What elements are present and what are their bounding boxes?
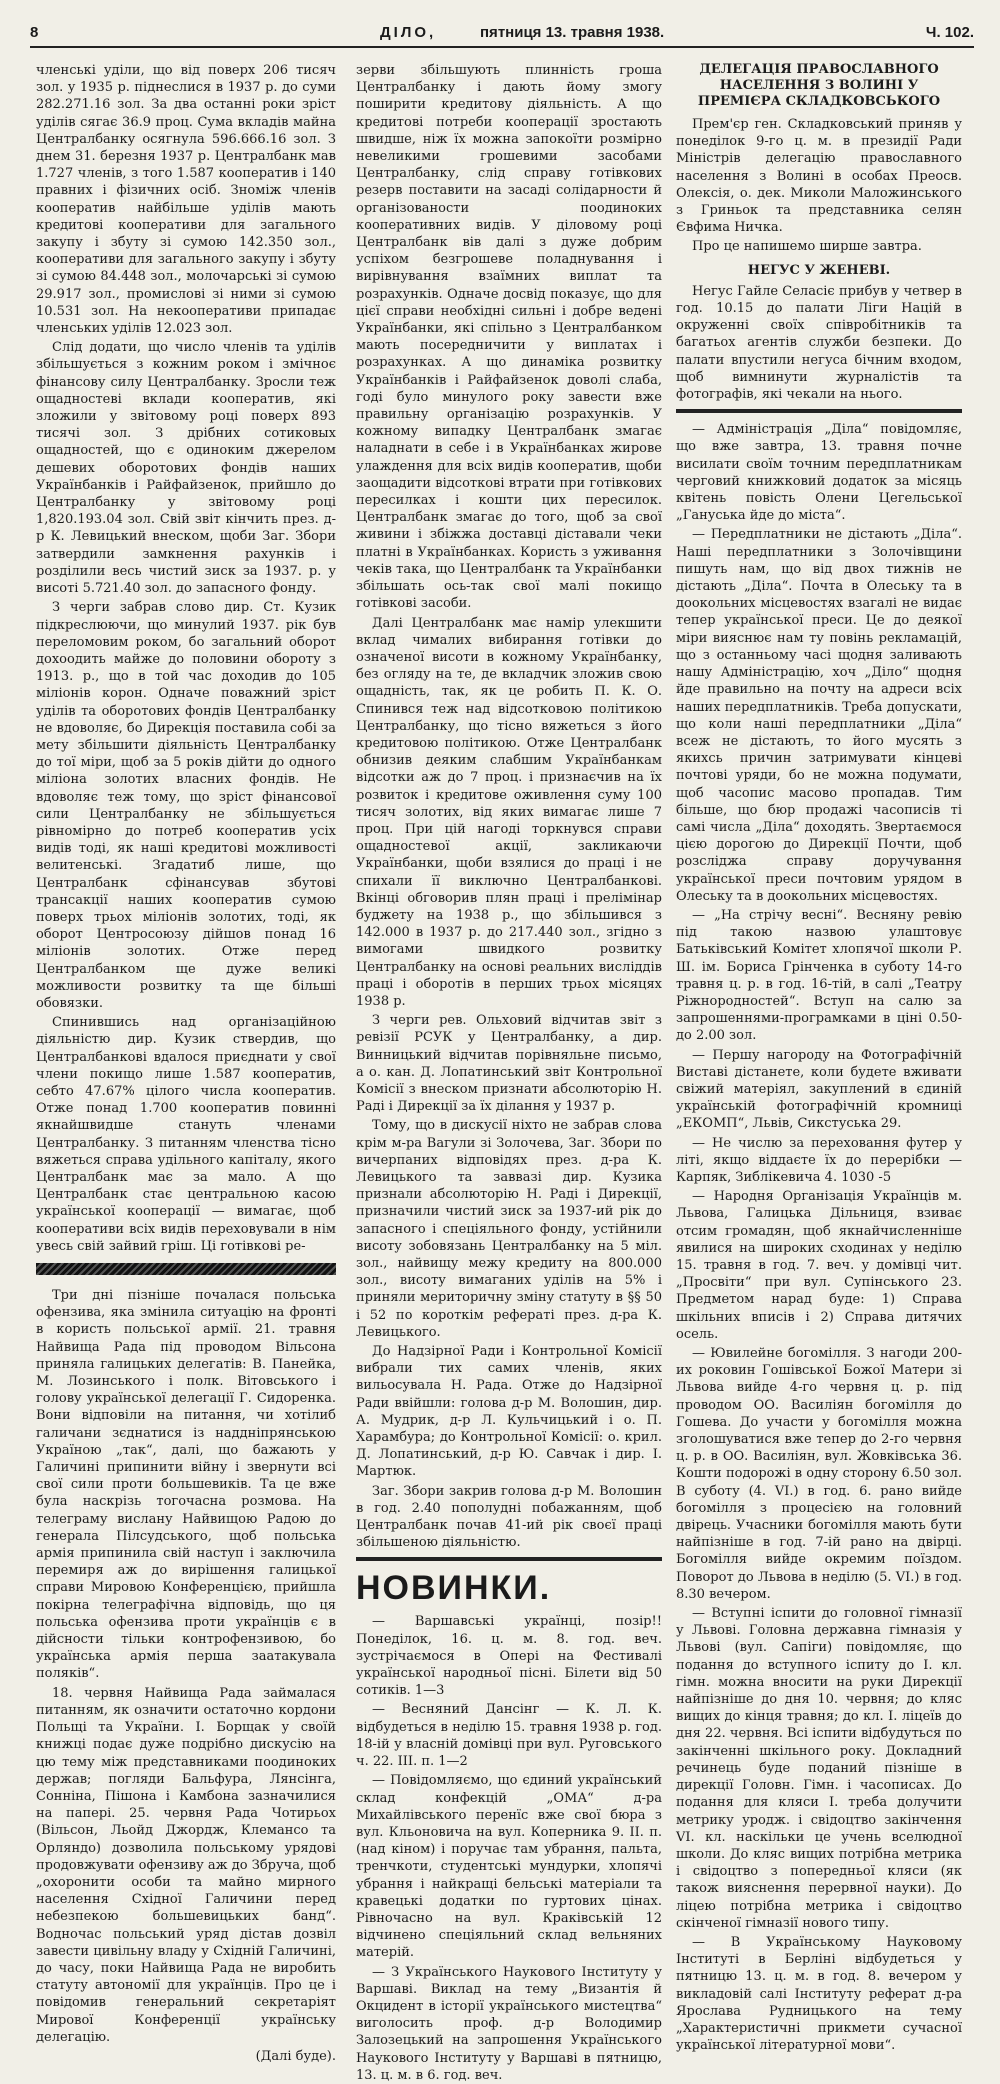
paragraph: Заг. Збори закрив голова д-р М. Волошин в год. 2.40 пополудні побажанням, щоб Централбанк почав 41-ий рік своєї праці збільшеною діяльністю.: [356, 1483, 662, 1551]
paragraph: Спинившись над організаційною діяльністю дир. Кузик ствердив, що Централбанкові вдалося приєднати у свої члени покищо лише 1.587 кооператив, себто 47.67% цілого числа кооператив. Отже понад 1.700 кооператив повинні якнайшвидше стануть членами Централбанку. З питанням членства тісно вяжеться справа удільного капіталу, якого Централбанк має за мало. А що Централбанк стає центральною касою української кооперації — вимагає, щоб кооперативи всіх видів переховували в нім увесь свій зайвий гріш. Ці готівкові ре-: [36, 1015, 336, 1254]
news-item: — Передплатники не дістають „Діла“. Наші передплатники з Золочівщини пишуть нам, що від двох тижнів не дістають „Діла“. Почта в Олеську та в доокольних місцевостях взагалі не видає тепер української преси. Це до деякої міри вияснює нам ту повінь рекламацій, що з останньому часі щодня заливають нашу Адміністрацію, хоч „Діло“ щодня йде правильно на почту на адреси всіх наших передплатників. Треба допускати, що коли наші передплатники „Діла“ всеж не дістають, то його мусять з якихсь причин затримувати кінцеві почтові уряди, бо не можна подумати, щоб часопис масово пропадав. Тим більше, що бюр продажі часописів ті самі числа „Діла“ доходять. Звертаємося цією дорогою до Дирекції Почти, щоб розсліджа справу доручування української преси почтовим урядом в Олеську та в доокольних місцевостях.: [676, 527, 962, 904]
continued-note: (Далі буде).: [255, 2048, 336, 2064]
paragraph: 18. червня Найвища Рада займалася питанням, як означити остаточно кордони Польщі та України. І. Борщак у своїй книжці подає дуже подрібно дискусію на цю тему між представниками поодиноких держав; погляди Бальфура, Лянсінга, Сонніна, Пішона і Камбона зазначилися на папері. 25. червня Рада Чотирьох (Вільсон, Льойд Джордж, Клемансо та Орляндо) дозволила польському урядові продовжувати офензиву аж до Збруча, щоб „охоронити особи та майно мирного населення Східної Галичини перед небезпекою большевицьких банд“. Водночас польський уряд дістав дозвіл завести цивільну владу у Східній Галичині, до часу, поки Найвища Рада не виробить статуту автономії для українців. Про це і повідомив генеральний секретаріят Мирової Конференції українську делегацію.: [36, 1685, 336, 2045]
section-divider: [356, 1557, 662, 1561]
column-3: [676, 62, 962, 2054]
column-2: [356, 62, 662, 2083]
paragraph: Тому, що в дискусії ніхто не забрав слова крім м-ра Вагули зі Золочева, Заг. Збори по вичерпаних відповідях през. д-ра К. Левицького та заввазі дир. Кузика признали абсолюторію Н. Раді і Дирекції, призначили чистий зиск за 1937-ий рік до запасного і спеціяльного фонду, устійнили висоту зобовязань Централбанку на 5 міл. зол., найвищу межу кредиту на 800.000 зол., висоту вимаганих уділів на 5% і приняли мериторичну зміну статуту в §§ 50 і 52 по короткім рефераті през. д-ра К. Левицького.: [356, 1118, 662, 1340]
section-divider: [676, 409, 962, 413]
column-1: [36, 62, 336, 2064]
paragraph: Негус Гайле Селасіє прибув у четвер в год. 10.15 до палати Ліги Націй в окруженні своїх співробітників та багатьох агентів служби безпеки. До палати впустили негуса бічним входом, щоб вимнинути журналістів та фотографів, які чекали на нього.: [676, 283, 962, 403]
paragraph: Про це напишемо ширше завтра.: [692, 239, 922, 255]
paragraph: До Надзірної Ради і Контрольної Комісії вибрали тих самих членів, яких вильосувала Н. Рада. Отже до Надзірної Ради ввійшли: голова д-р М. Волошин, дир. А. Мудрик, д-р Л. Кульчицький і о. П. Харамбура; до Контрольної Комісії: о. крил. Д. Лопатинський, д-р Ю. Савчак і дир. І. Мартюк.: [356, 1344, 662, 1480]
page-header: [30, 22, 974, 48]
page-number: 8: [30, 24, 39, 41]
news-item: — Народня Організація Українців м. Львова, Галицька Дільниця, взиває отсим громадян, щоб якнайчисленніше явилися на широких сходинах у неділю 15. травня в год. 7. веч. у домівці чит. „Просвіти“ при вул. Супінського 23. Предметом нарад буде: 1) Справа шкільних вписів і 2) Справа дитячих осель.: [676, 1189, 962, 1342]
paragraph: Прем'єр ген. Складковський приняв у понеділок 9-го ц. м. в президії Ради Міністрів делегацію православного населення з Волині в особах Преосв. Олексія, о. дек. Миколи Маложинського з Гриньок та представника селян Євфима Ничка.: [676, 117, 962, 236]
paragraph: Слід додати, що число членів та уділів збільшується з кожним роком і змічноє фінансову силу Централбанку. Зросли теж ощадностеві вклади кооператив, які зложили у звітовому році поверх 893 тисячі зол. З дрібних сотиковых ощадностей, що є одиноким джерелом дешевих оборотових фондів наших Українбанків і Райфайзенок, прийшло до Централбанку у звітовому році 1,820.193.04 зол. Свій звіт кінчить през. д-р К. Левицький внеском, щоби Заг. Збори затвердили замкнення рахунків і розділили весь чистий зиск за 1937. р. у висоті 5.721.40 зол. до запасного фонду.: [36, 340, 336, 597]
news-item: — Адміністрація „Діла“ повідомляє, що вже завтра, 13. травня почне висилати своїм точним передплатникам черговий книжковий додаток за місяць квітень повість Олени Цегельської „Гануська йде до міста“.: [676, 422, 962, 524]
news-item: — Варшавські українці, позір!! Понеділок, 16. ц. м. 8. год. веч. зустрічаємося в Опері на Фестивалі української народньої пісні. Білети від 50 сотиків. 1—3: [356, 1614, 662, 1699]
newspaper-name: ДІЛО,: [380, 24, 437, 41]
news-item: — Ювилейне богомілля. З нагоди 200-их роковин Гошівської Божої Матери зі Львова вийде 4-го червня ц. р. під проводом ОО. Василіян богомілля до Гошева. До участи у богомілля можна зголошуватися вже тепер до 2-го червня ц. р. в ОО. Василіян, вул. Жовківська 36. Кошти подорожі в одну сторону 6.50 зол. В суботу (4. VI.) в год. 6. рано вийде богомілля з процесією на головний двірець. Учасники богомілля мають бути найпізніше в год. 7-ій рано на двірці. Богомілля вийде окремим поїздом. Поворот до Львова в неділю (5. VI.) в год. 8.30 вечером.: [676, 1346, 962, 1602]
news-item: — З Українського Наукового Інституту у Варшаві. Виклад на тему „Византія й Окцидент в історії українського мистецтва“ виголосить проф. д-р Володимир Залозецький на запрошення Українського Наукового Інституту у Варшаві в пятницю, 13. ц. м. в 6. год. веч.: [356, 1964, 662, 2083]
paragraph: зерви збільшують плинність гроша Централбанку і дають йому змогу поширити кредитову діяльність. А що кредитові потреби кооперації зростають швидше, ніж їх можна запокоїти розмірно невеликими грошевими засобами Централбанку, слід справу готівкових резерв поставити на засаді солідарности й організованости поодиноких кооперативних видів. У діловому році Централбанк вів далі з дуже добрим успіхом безгрошеве поладнування і вирівнування взаїмних виплат та розрахунків. Одначе досвід показує, що для цієї справи необхідні сильні і добре ведені Українбанки, які спільно з Централбанком мають посередничити у виплатах і розрахунках. А що динаміка розвитку Українбанків і Райфайзенок доволі слаба, годі було минулого року завести вже правильну організацію розрахунків. У кожному випадку Централбанк змагає наладнати в себе і в Українбанках жирове улаждення для всіх видів кооператив, щоби заощадити відсоткові втрати при готівкових пересилках і кошти цих пересилок. Централбанк змагає до того, щоб за свої живини і збіжжа доставці діставали чеки платні в Українбанках. Користь з уживання чеків така, що Централбанк та Українбанки збільшать ось-так свої малі покищо готівкові засоби.: [356, 63, 662, 612]
paragraph: З черги рев. Ольховий відчитав звіт з ревізії РСУК у Централбанку, а дир. Винницький відчитав порівняльне письмо, а о. кан. Д. Лопатинський звіт Контрольної Комісії з внеском признати абсолюторію Н. Раді і Дирекції за їх ділання у 1937 р.: [356, 1013, 662, 1115]
news-item: — Не числю за переховання футер у літі, якщо віддаєте їх до перерібки — Карпяк, Зиблікевича 4. 1030 -5: [676, 1135, 962, 1185]
news-item: — „На стрічу весні“. Весняну ревію під такою назвою улаштовує Батьківський Комітет хлопячої школи Р. Ш. ім. Бориса Грінченка в суботу 14-го травня ц. р. в год. 16-тій, в салі „Театру Ріжнородностей“. Вступ на салю за запрошеннями-програмками в ціні 0.50- до 2.00 зол.: [676, 907, 962, 1044]
issue-date: пятниця 13. травня 1938.: [480, 24, 665, 41]
news-item: — Вступні іспити до головної гімназії у Львові. Головна державна гімназія у Львові (вул. Сапіги) повідомляє, що подання до вступного іспиту до І. кл. гімн. можна вносити на руки Дирекції найпізніше до дня 10. червня; до кляс вищих до кінця травня; до кл. І. ліцеїв до дня 22. червня. Всі іспити відбудуться по закінченні шкільного року. Докладний речинець буде поданий пізніше в дирекції Головн. Гімн. і часописах. До подання для кляси І. треба долучити метрику уродж. і свідоцтво закінчення VI. кл. наскільки це учень вселюдної школи. До кляс вищих потрібна метрика і свідоцтво з попередньої кляси (як також вияснення перервної науки). До ліцею потрібна метрика і свідоцтво скінченої гімназії нового типу.: [676, 1606, 962, 1931]
article-headline: ДЕЛЕГАЦІЯ ПРАВОСЛАВНОГО НАСЕЛЕННЯ З ВОЛИНІ У ПРЕМІЄРА СКЛАДКОВСЬКОГО: [697, 62, 941, 109]
paragraph: З черги забрав слово дир. Ст. Кузик підкреслюючи, що минулий 1937. рік був переломовим роком, бо загальний оборот дохоодить майже до половини обороту з 1913. р., що в той час доходив до 105 міліонів корон. Одначе поважний зріст уділів та оборотових фондів Централбанку не вдоволяє, бо Дирекція поставила собі за мету збільшити діяльність Централбанку до тої міри, щоб за 5 років дійти до одного міліона золотих власних фондів. Не вдоволяє теж тому, що зріст фінансової сили Централбанку не збільшується рівномірно до потреб кооператив усіх видів тоді, як наші кредитові можливості велитенські. Згадатиб лише, що Централбанк сфінансував збутові трансакції наших кооператив сумою поверх трьох міліонів золотих, тоді, як оборот Центросоюзу дійшов понад 16 міліонів золотих. Отже перед Централбанком ще дуже великі можливости розвитку та ще більші обовязки.: [36, 600, 336, 1011]
article-headline: НЕГУС У ЖЕНЕВІ.: [747, 262, 891, 278]
news-item: — Весняний Дансінг — К. Л. К. відбудеться в неділю 15. травня 1938 р. год. 18-ій у власній домівці при вул. Руговського ч. 22. ІІІ. п. 1—2: [356, 1702, 662, 1770]
news-item: — Першу нагороду на Фотографічній Виставі дістанете, коли будете вживати свіжий матеріял, закуплений в єдиній українській фотографічній кромниці „ЕКОМП“, Львів, Сикстуська 29.: [676, 1047, 962, 1132]
news-section-title: НОВИНКИ.: [356, 1569, 552, 1608]
paragraph: Далі Централбанк має намір улекшити вклад чималих вибирання готівки до означеної висоти в кожному Українбанку, без огляду на те, де вкладчик зложив свою ощадність, так, як це робить П. К. О. Спинився теж над відсотковою політикою Централбанку, що тісно вяжеться з його кредитовою політикою. Отже Централбанк обнизив деяким слабшим Українбанкам відсотки аж до 7 проц. і признаєчив на їх розвиток і кредитове оживлення суму 100 тисяч золотих, від яких вимагає лише 7 проц. При цій нагоді торкнувся справи ощадностевої акції, закликаючи Українбанки, щоби взялися до праці і не спихали її виключно Централбанкові. Вкінці обговорив плян праці і прелімінар буджету на 1938 р., що збільшився з 142.000 в 1937 р. до 217.440 зол., згідно з вимогами швидкого розвитку Централбанку на основі реальних висліддів праці і оборотів в перших трьох місяцях 1938 р.: [356, 615, 662, 1009]
paragraph: Три дні пізніше почалася польська офензива, яка змінила ситуацію на фронті в користь польської армії. 21. травня Найвища Рада під проводом Вільсона приняла галицьких делегатів: В. Панейка, М. Лозинського і полк. Вітовського і голову української делегації Г. Сидоренка. Вони відповіли на питання, чи хотілиб галичани зєднатися із наддніпрянською Україною „так“, далі, що бажають у Галичині припинити війну і звернути всі свої сили проти большевиків. Та це вже була наскрізь тогочасна розмова. На телеграму вислану Найвищою Радою до генерала Пілсудського, щоб польська армія припинила свій наступ і заключила перемиря аж до вирішення галицької справи Мировою Конференцією, прийшла покірна телеграфічна відповідь, що ця польська офензива проти українців є в дійсности тільки контрофензивою, бо українська армія перша заатакувала поляків“.: [36, 1288, 336, 1682]
paragraph: членські уділи, що від поверх 206 тисяч зол. у 1935 р. піднеслися в 1937 р. до суми 282.271.16 зол. За два останні роки зріст уділів сягає 36.9 проц. Сума вкладів майна Централбанку осягнула 596.666.16 зол. З днем 31. березня 1937 р. Централбанк мав 1.727 членів, з того 1.587 кооператив і 140 правних і фізичних осіб. Зноміж членів кооператив найбільше уділів мають кредитові кооперативи для загального закупу і збуту зі сумою 142.350 зол., кооперативи для загального закупу і збуту зі сумою 84.448 зол., молочарські зі сумою 29.917 зол., промислові зі ними зі сумою 10.531 зол. На некооперативи припадає членських уділів 12.023 зол.: [36, 63, 336, 337]
issue-number: Ч. 102.: [925, 24, 974, 41]
news-item: — Повідомляємо, що єдиний український склад конфекцій „ОМА“ д-ра Михайлівського перенїс вже свої бюра з вул. Кльоновича на вул. Коперника 9. ІІ. п. (над кіном) і поручає там убрання, пальта, тренчкоти, студентські мундурки, хлопячі убрання і найкращі бельські матеріали та кравецькі додатки по гуртових цінах. Рівночасно на вул. Краківській 12 відчинено спеціяльний склад вельняних матерій.: [356, 1773, 662, 1961]
section-divider: [36, 1263, 336, 1275]
news-item: — В Українському Науковому Інституті в Берліні відбудеться у пятницю 13. ц. м. в год. 8. вечером у викладовій салі Інституту реферат д-ра Ярослава Рудницького на тему „Характеристичні прикмети сучасної української літературної мови“.: [676, 1934, 962, 2054]
